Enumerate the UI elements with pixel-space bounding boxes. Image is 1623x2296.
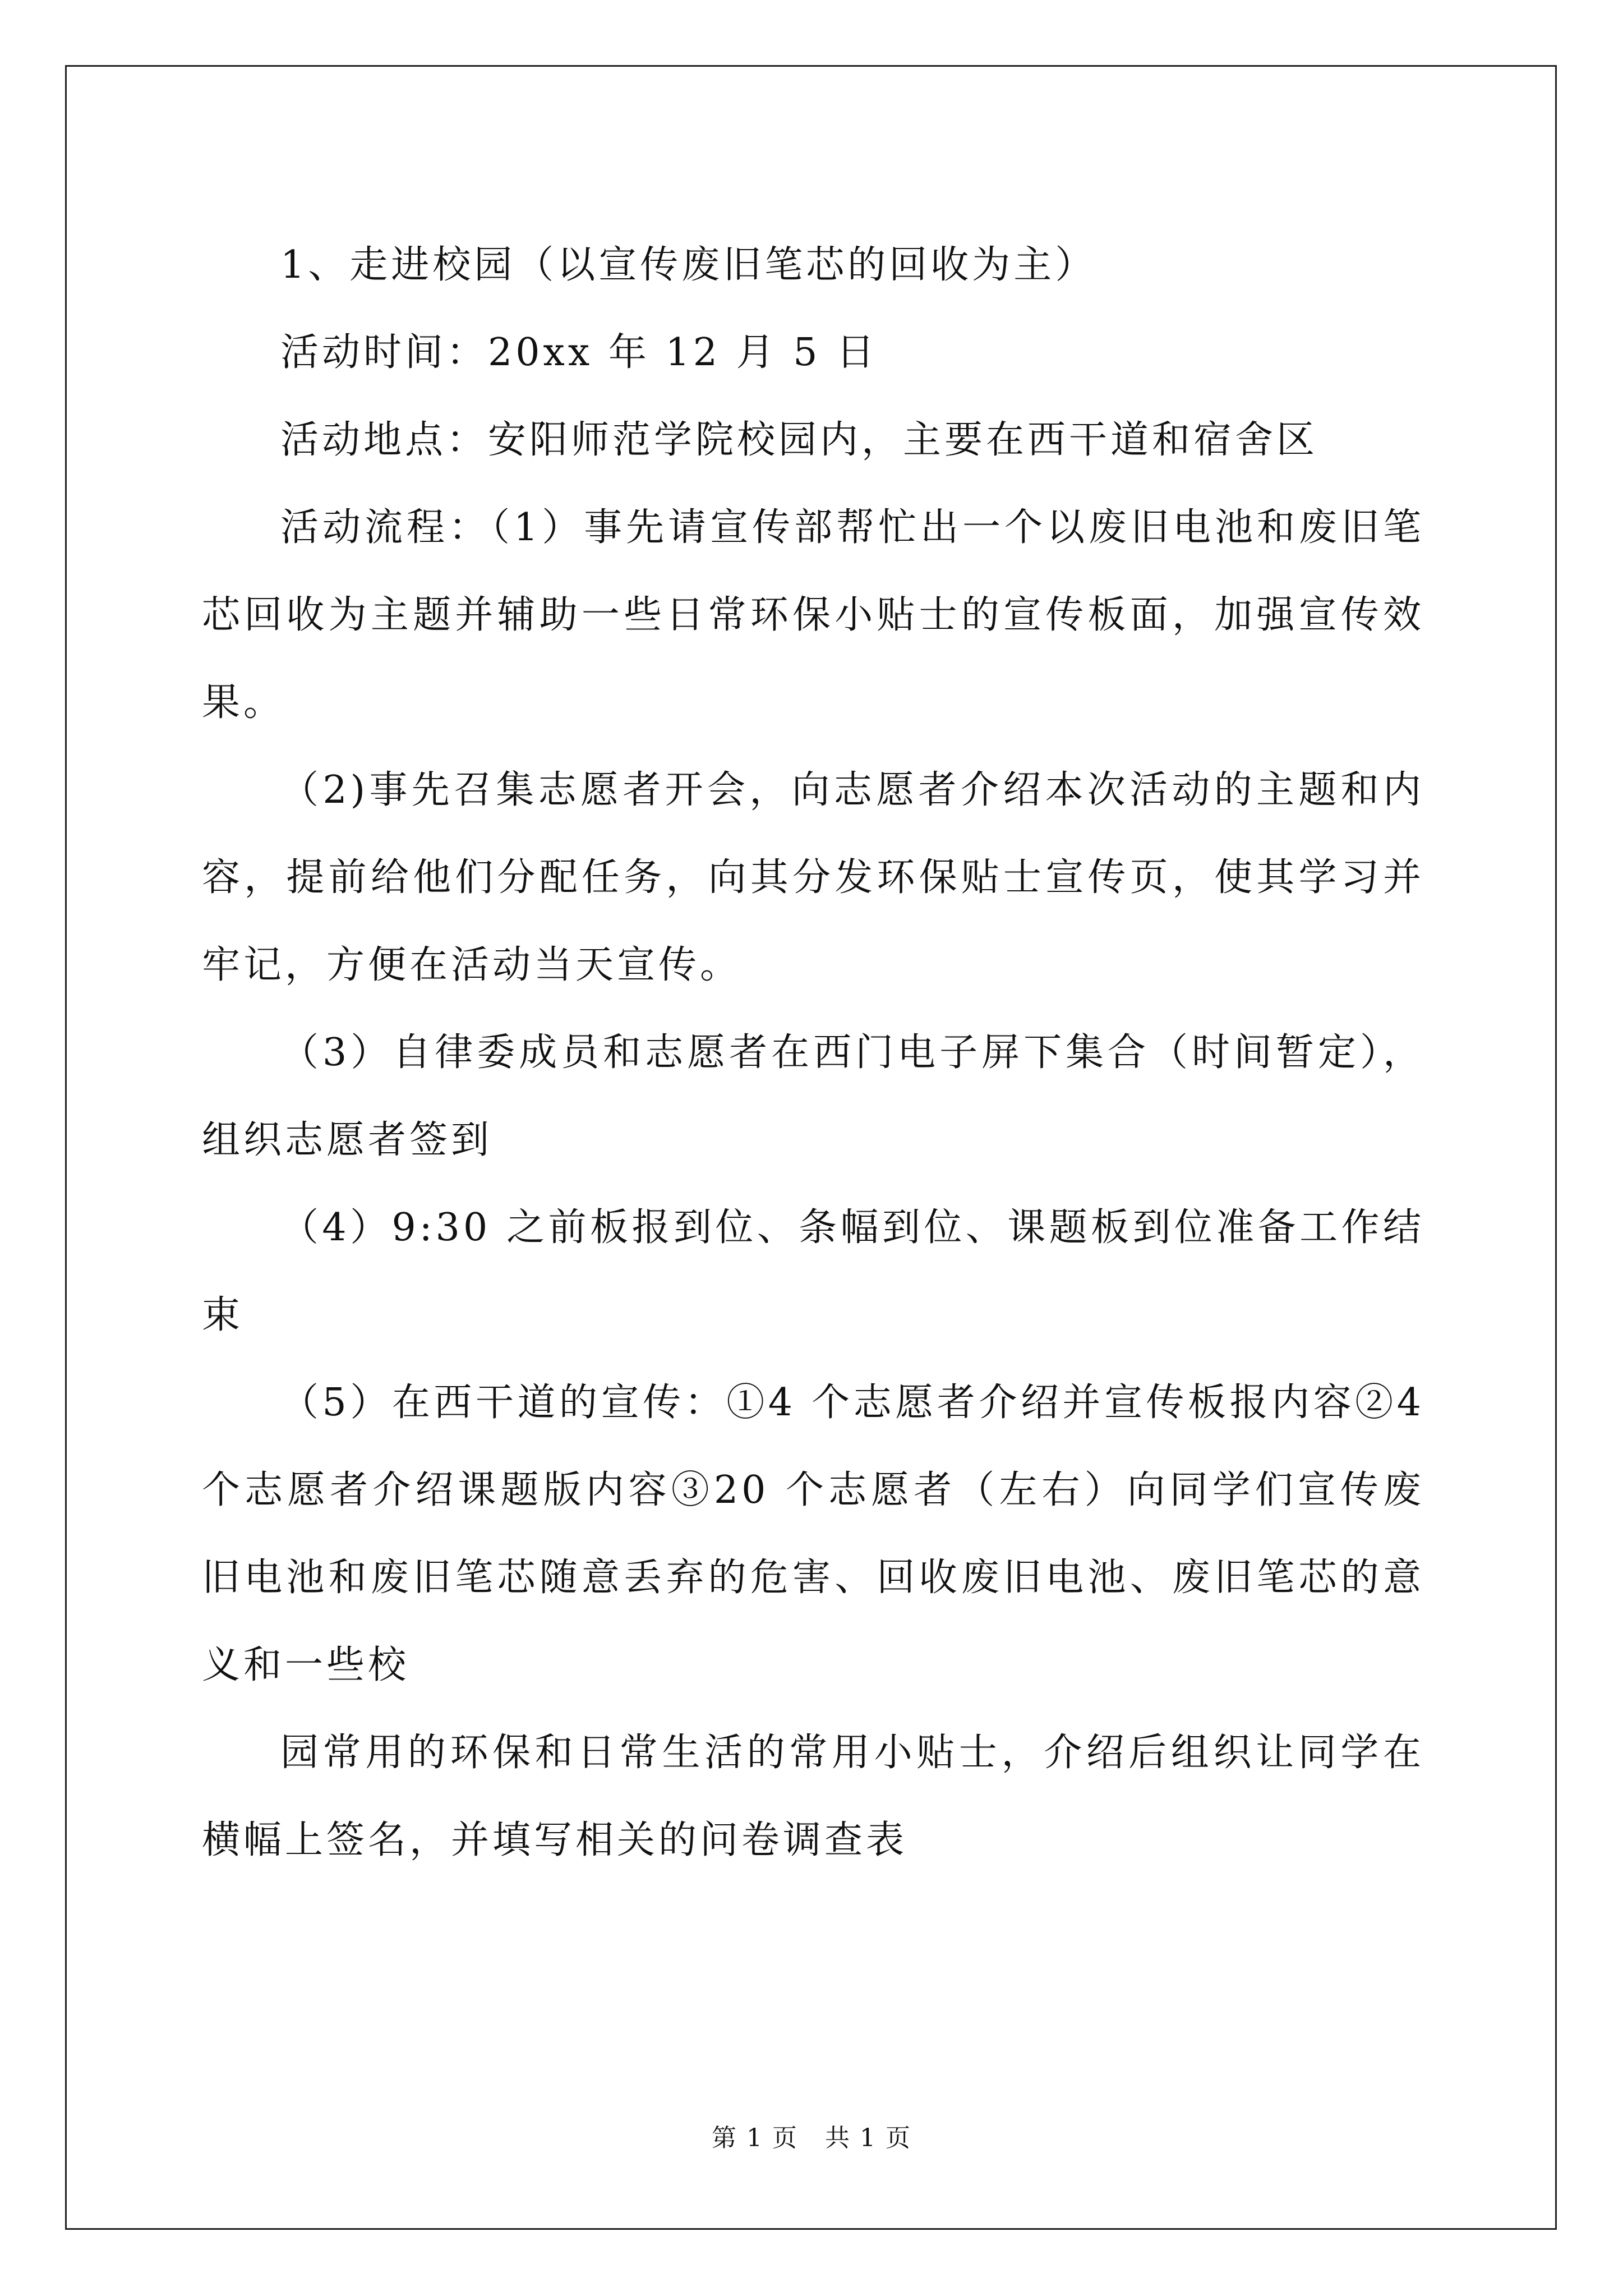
page-number: 第 1 页: [712, 2124, 798, 2152]
paragraph-activity-location: 活动地点：安阳师范学院校园内，主要在西干道和宿舍区: [280, 418, 1318, 462]
paragraph-activity-process-3: （3）自律委成员和志愿者在西门电子屏下集合（时间暂定），组织志愿者签到: [202, 1030, 1424, 1162]
page-footer: [0, 2118, 1623, 2154]
paragraph-activity-process-2: （2)事先召集志愿者开会，向志愿者介绍本次活动的主题和内容，提前给他们分配任务，向其分发环保贴士宣传页，使其学习并牢记，方便在活动当天宣传。: [202, 768, 1424, 987]
paragraph-activity-process-5: （5）在西干道的宣传：①4 个志愿者介绍并宣传板报内容②4 个志愿者介绍课题版内容③20 个志愿者（左右）向同学们宣传废旧电池和废旧笔芯随意丢弃的危害、回收废旧电池、废旧笔芯的意义和一些校: [202, 1381, 1424, 1687]
paragraph-continuation: 园常用的环保和日常生活的常用小贴士，介绍后组织让同学在横幅上签名，并填写相关的问卷调查表: [202, 1731, 1424, 1862]
page-total: 共 1 页: [825, 2124, 911, 2152]
document-body: [202, 222, 1424, 1884]
paragraph-activity-process-1: 活动流程：（1）事先请宣传部帮忙出一个以废旧电池和废旧笔芯回收为主题并辅助一些日常环保小贴士的宣传板面，加强宣传效果。: [202, 505, 1424, 725]
paragraph-activity-process-4: （4）9:30 之前板报到位、条幅到位、课题板到位准备工作结束: [202, 1205, 1424, 1337]
paragraph-section-title: 1、走进校园（以宣传废旧笔芯的回收为主）: [280, 243, 1097, 287]
paragraph-activity-time: 活动时间：20xx 年 12 月 5 日: [280, 330, 878, 375]
